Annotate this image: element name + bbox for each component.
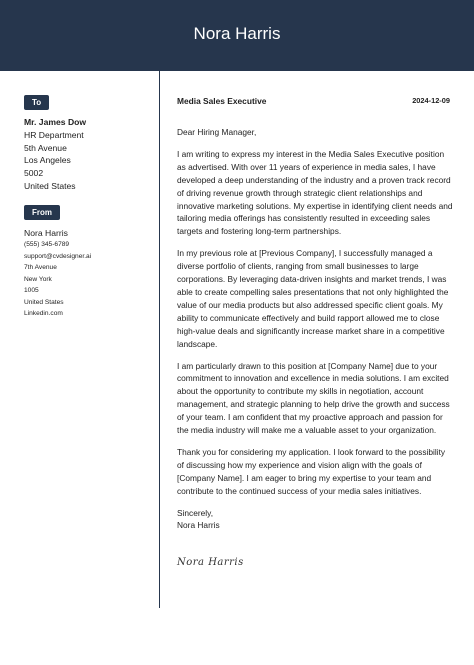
closing: Sincerely,: [177, 507, 214, 518]
job-title: Media Sales Executive: [177, 96, 267, 106]
recipient-line: United States: [24, 180, 76, 191]
letter-paragraph: I am writing to express my interest in the Media Sales Executive position as advertised. With over 11 years of experience in media sales, I have developed a deep understanding of the industry and a proven track record of driving revenue growth through strategic client relationships and innovative marketing solutions. My expertise in identifying client needs and tailoring media offerings has consistently resulted in exceeding sales targets and fostering long-term partnerships.: [177, 148, 453, 237]
sender-email: support@cvdesigner.ai: [24, 252, 92, 260]
to-badge: To: [24, 95, 49, 110]
sender-block: [24, 227, 91, 320]
letter-paragraph: I am particularly drawn to this position at [Company Name] due to your commitment to innovation and excellence in media solutions. I am excited about the opportunity to contribute my skills in negotiation, account management, and strategic planning to help drive the growth and success of your team. I am confident that my proactive approach and passion for the media industry will make me a valuable asset to your organization.: [177, 360, 450, 436]
recipient-line: 5th Avenue: [24, 142, 67, 153]
sender-city: New York: [24, 275, 52, 283]
recipient-block: [24, 116, 86, 193]
sender-linkedin: Linkedin.com: [24, 310, 63, 317]
closing-name: Nora Harris: [177, 520, 220, 531]
header-banner: [0, 0, 474, 71]
recipient-name: Mr. James Dow: [24, 117, 87, 127]
recipient-line: Los Angeles: [24, 155, 71, 166]
header-name: Nora Harris: [193, 24, 281, 43]
salutation: Dear Hiring Manager,: [177, 127, 257, 137]
sender-phone: (555) 345-6789: [24, 241, 70, 248]
sender-country: United States: [24, 298, 64, 306]
from-badge: From: [24, 205, 60, 220]
recipient-line: HR Department: [24, 129, 84, 140]
letter-date: 2024-12-09: [412, 96, 450, 105]
letter-paragraph: In my previous role at [Previous Company], I successfully managed a diverse portfolio of clients, ranging from small businesses to large corporations. By leveraging data-driven insights and market trends, I was able to create compelling sales presentations that not only highlighted the value of our media products but also addressed specific client goals. My ability to communicate effectively and build rapport allowed me to close high-value deals and significantly increase market share in a competitive landscape.: [177, 248, 449, 349]
letter-body: [177, 126, 453, 532]
sender-name: Nora Harris: [24, 228, 68, 238]
vertical-divider: [159, 71, 160, 608]
sender-postcode: 1005: [24, 287, 39, 294]
recipient-line: 5002: [24, 168, 44, 179]
sender-street: 7th Avenue: [24, 264, 57, 271]
handwritten-signature: Nora Harris: [177, 557, 244, 568]
letter-paragraph: Thank you for considering my application. I look forward to the possibility of discussing how my experience and vision align with the goals of [Company Name]. I am eager to bring my expertise to your team and contribute to the continued success of your media sales initiatives.: [177, 446, 446, 496]
